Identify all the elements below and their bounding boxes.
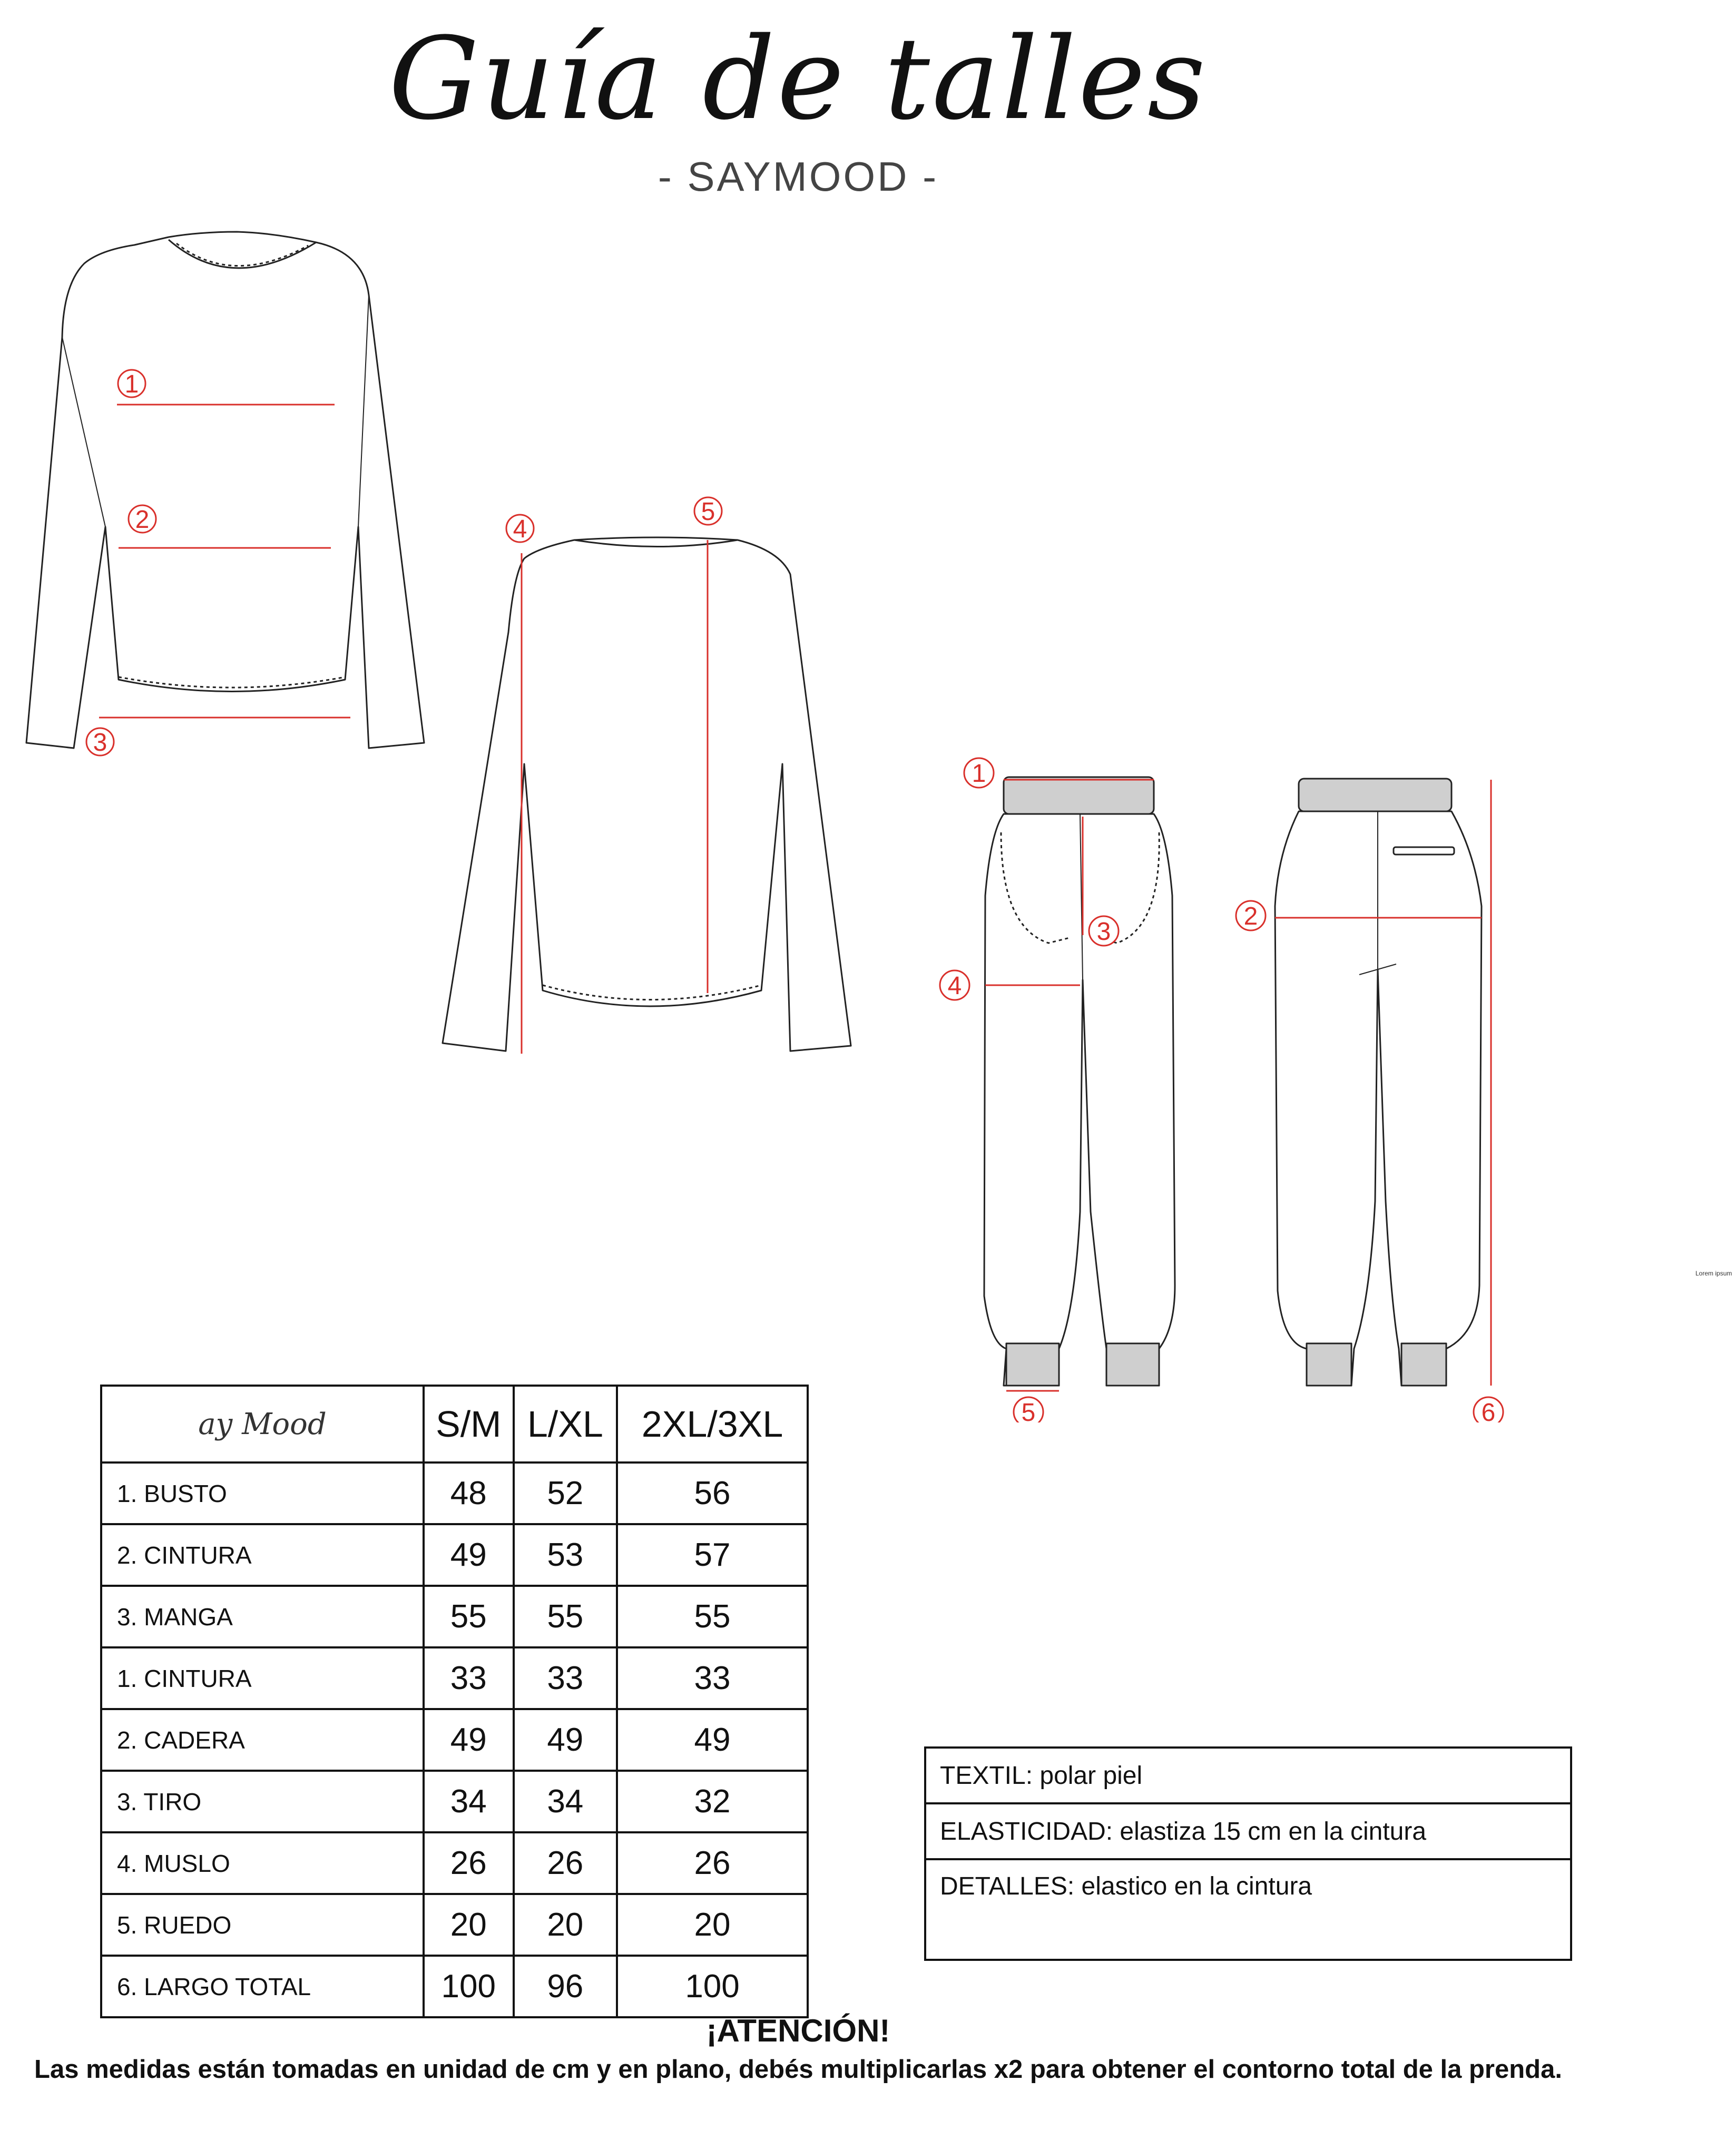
row-label: 2. CADERA — [101, 1709, 424, 1771]
cell-value: 34 — [424, 1771, 514, 1832]
measurement-lines — [99, 405, 1491, 1391]
cell-value: 100 — [617, 1956, 808, 2017]
brand-subtitle: - SAYMOOD - — [658, 153, 939, 200]
cell-value: 33 — [514, 1647, 617, 1709]
cell-value: 96 — [514, 1956, 617, 2017]
svg-text:5: 5 — [701, 498, 715, 526]
attention-heading: ¡ATENCIÓN! — [706, 2013, 890, 2048]
svg-text:2: 2 — [135, 506, 150, 534]
svg-text:1: 1 — [124, 370, 139, 398]
svg-text:3: 3 — [1096, 918, 1111, 946]
cell-value: 57 — [617, 1524, 808, 1586]
row-label: 3. TIRO — [101, 1771, 424, 1832]
row-label: 6. LARGO TOTAL — [101, 1956, 424, 2017]
stray-text: Lorem ipsum — [1695, 1270, 1732, 1277]
top-back-drawing — [443, 537, 851, 1051]
cell-value: 56 — [617, 1462, 808, 1524]
pants-front-drawing — [984, 777, 1175, 1386]
row-label: 4. MUSLO — [101, 1832, 424, 1894]
info-row — [925, 1859, 1571, 1960]
page-title: Guía de talles — [388, 13, 1208, 145]
fabric-details: DETALLES: elastico en la cintura — [925, 1859, 1571, 1960]
fabric-info-table — [924, 1746, 1572, 1961]
cell-value: 49 — [424, 1524, 514, 1586]
svg-text:3: 3 — [93, 729, 107, 757]
top-back-badge-4 — [506, 515, 534, 543]
cell-value: 20 — [424, 1894, 514, 1956]
pants-front-badge-5 — [1014, 1397, 1043, 1422]
cell-value: 53 — [514, 1524, 617, 1586]
size-header: S/M — [424, 1386, 514, 1462]
size-header: L/XL — [514, 1386, 617, 1462]
pants-front-badge-4 — [940, 970, 969, 1000]
size-header: 2XL/3XL — [617, 1386, 808, 1462]
svg-text:6: 6 — [1481, 1399, 1496, 1422]
cell-value: 49 — [424, 1709, 514, 1771]
pants-front-badge-3 — [1089, 916, 1119, 946]
cell-value: 32 — [617, 1771, 808, 1832]
table-row — [101, 1586, 808, 1647]
svg-text:1: 1 — [972, 760, 986, 788]
cell-value: 55 — [424, 1586, 514, 1647]
size-table-header — [101, 1386, 808, 1462]
brand-logo: ay Mood — [101, 1386, 424, 1462]
cell-value: 26 — [424, 1832, 514, 1894]
svg-text:2: 2 — [1243, 902, 1258, 930]
table-row — [101, 1462, 808, 1524]
cell-value: 33 — [617, 1647, 808, 1709]
size-table — [100, 1385, 809, 2018]
info-row — [925, 1803, 1571, 1859]
top-front-badge-1 — [118, 370, 145, 398]
cell-value: 52 — [514, 1462, 617, 1524]
cell-value: 26 — [514, 1832, 617, 1894]
cell-value: 48 — [424, 1462, 514, 1524]
cell-value: 20 — [514, 1894, 617, 1956]
pants-back-drawing — [1275, 779, 1482, 1386]
table-row — [101, 1709, 808, 1771]
table-row — [101, 1771, 808, 1832]
fabric-textil: TEXTIL: polar piel — [925, 1748, 1571, 1803]
pants-back-badge-6 — [1474, 1397, 1503, 1422]
cell-value: 33 — [424, 1647, 514, 1709]
row-label: 1. CINTURA — [101, 1647, 424, 1709]
table-row — [101, 1524, 808, 1586]
cell-value: 49 — [514, 1709, 617, 1771]
row-label: 1. BUSTO — [101, 1462, 424, 1524]
svg-text:4: 4 — [947, 972, 962, 1000]
cell-value: 100 — [424, 1956, 514, 2017]
cell-value: 55 — [617, 1586, 808, 1647]
table-row — [101, 1956, 808, 2017]
cell-value: 55 — [514, 1586, 617, 1647]
row-label: 2. CINTURA — [101, 1524, 424, 1586]
table-row — [101, 1647, 808, 1709]
measurement-note: Las medidas están tomadas en unidad de cm y en plano, debés multiplicarlas x2 para obtener el contorno total de la prenda. — [34, 2055, 1562, 2084]
top-front-badge-3 — [86, 728, 114, 757]
table-row — [101, 1894, 808, 1956]
table-row — [101, 1832, 808, 1894]
row-label: 5. RUEDO — [101, 1894, 424, 1956]
info-row — [925, 1748, 1571, 1803]
top-front-drawing — [26, 232, 424, 748]
top-back-badge-5 — [694, 497, 722, 526]
pants-back-badge-2 — [1236, 901, 1266, 930]
svg-text:4: 4 — [513, 515, 527, 543]
row-label: 3. MANGA — [101, 1586, 424, 1647]
cell-value: 49 — [617, 1709, 808, 1771]
pants-front-badge-1 — [964, 758, 994, 788]
fabric-elasticity: ELASTICIDAD: elastiza 15 cm en la cintura — [925, 1803, 1571, 1859]
cell-value: 20 — [617, 1894, 808, 1956]
cell-value: 26 — [617, 1832, 808, 1894]
cell-value: 34 — [514, 1771, 617, 1832]
svg-text:5: 5 — [1021, 1399, 1036, 1422]
top-front-badge-2 — [129, 505, 156, 534]
